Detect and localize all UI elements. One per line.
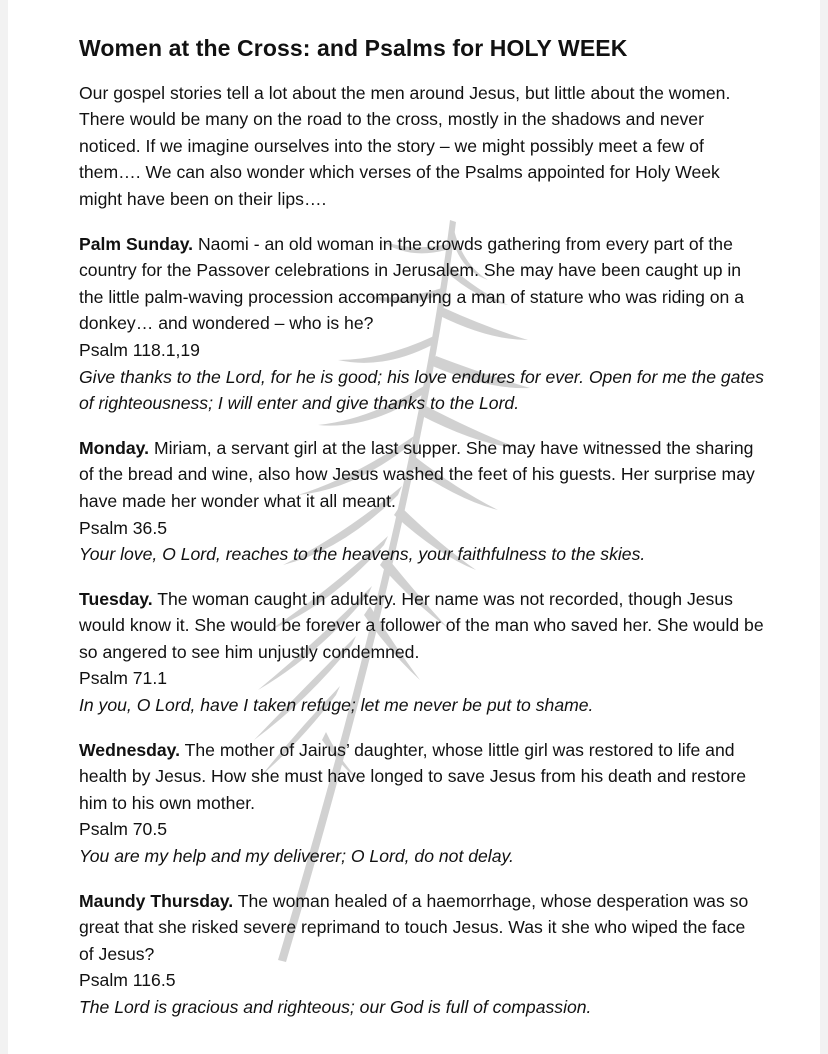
psalm-text: You are my help and my deliverer; O Lord, do not delay. (79, 846, 514, 867)
day-description (79, 435, 764, 515)
day-description (79, 231, 764, 337)
psalm-text: Your love, O Lord, reaches to the heavens, your faithfulness to the skies. (79, 544, 646, 565)
day-text: The woman caught in adultery. Her name was not recorded, though Jesus would know it. She would be forever a follower of the man who saved her. She would be so angered to see him unjustly condemned. (79, 588, 764, 662)
psalm-reference: Psalm 71.1 (79, 668, 168, 689)
psalm-reference: Psalm 70.5 (79, 819, 168, 840)
day-label: Maundy Thursday. (79, 890, 234, 911)
psalm-text: The Lord is gracious and righteous; our God is full of compassion. (79, 997, 592, 1017)
day-text: Naomi - an old woman in the crowds gathering from every part of the country for the Passover celebrations in Jerusalem. She may have been caught up in the little palm-waving procession accompanying a man of stature who was riding on a donkey… and wondered – who is he? (79, 233, 744, 334)
page-title: Women at the Cross: and Psalms for HOLY WEEK (79, 35, 628, 61)
day-label: Monday. (79, 437, 150, 458)
day-text: Miriam, a servant girl at the last supper. She may have witnessed the sharing of the bread and wine, also how Jesus washed the feet of his guests. Her surprise may have made her wonder what it all meant. (79, 437, 755, 511)
day-section-tuesday (79, 586, 764, 719)
psalm-reference: Psalm 116.5 (79, 970, 176, 991)
intro-paragraph: Our gospel stories tell a lot about the men around Jesus, but little about the women. There would be many on the road to the cross, mostly in the shadows and never noticed. If we imagine ourselves into the story – we might possibly meet a few of them…. We can also wonder which verses of the Psalms appointed for Holy Week might have been on their lips…. (79, 82, 731, 209)
day-section-palm-sunday (79, 231, 764, 417)
day-text: The woman healed of a haemorrhage, whose desperation was so great that she risked severe reprimand to touch Jesus. Was it she who wiped the face of Jesus? (79, 890, 749, 964)
day-label: Palm Sunday. (79, 233, 194, 254)
document-content (79, 35, 764, 1039)
day-text: The mother of Jairus’ daughter, whose little girl was restored to life and health by Jesus. How she must have longed to save Jesus from his death and restore him to his own mother. (79, 739, 746, 813)
psalm-reference: Psalm 118.1,19 (79, 339, 200, 360)
day-label: Tuesday. (79, 588, 153, 609)
day-description (79, 586, 764, 666)
day-description (79, 737, 764, 817)
day-description (79, 888, 764, 968)
psalm-text: Give thanks to the Lord, for he is good; his love endures for ever. Open for me the gates of righteousness; I will enter and give thanks to the Lord. (79, 366, 764, 414)
day-section-maundy-thursday (79, 888, 764, 1021)
document-page (8, 0, 820, 1054)
psalm-reference: Psalm 36.5 (79, 517, 168, 538)
day-section-wednesday (79, 737, 764, 870)
day-section-monday (79, 435, 764, 568)
psalm-text: In you, O Lord, have I taken refuge; let me never be put to shame. (79, 695, 594, 716)
day-label: Wednesday. (79, 739, 181, 760)
